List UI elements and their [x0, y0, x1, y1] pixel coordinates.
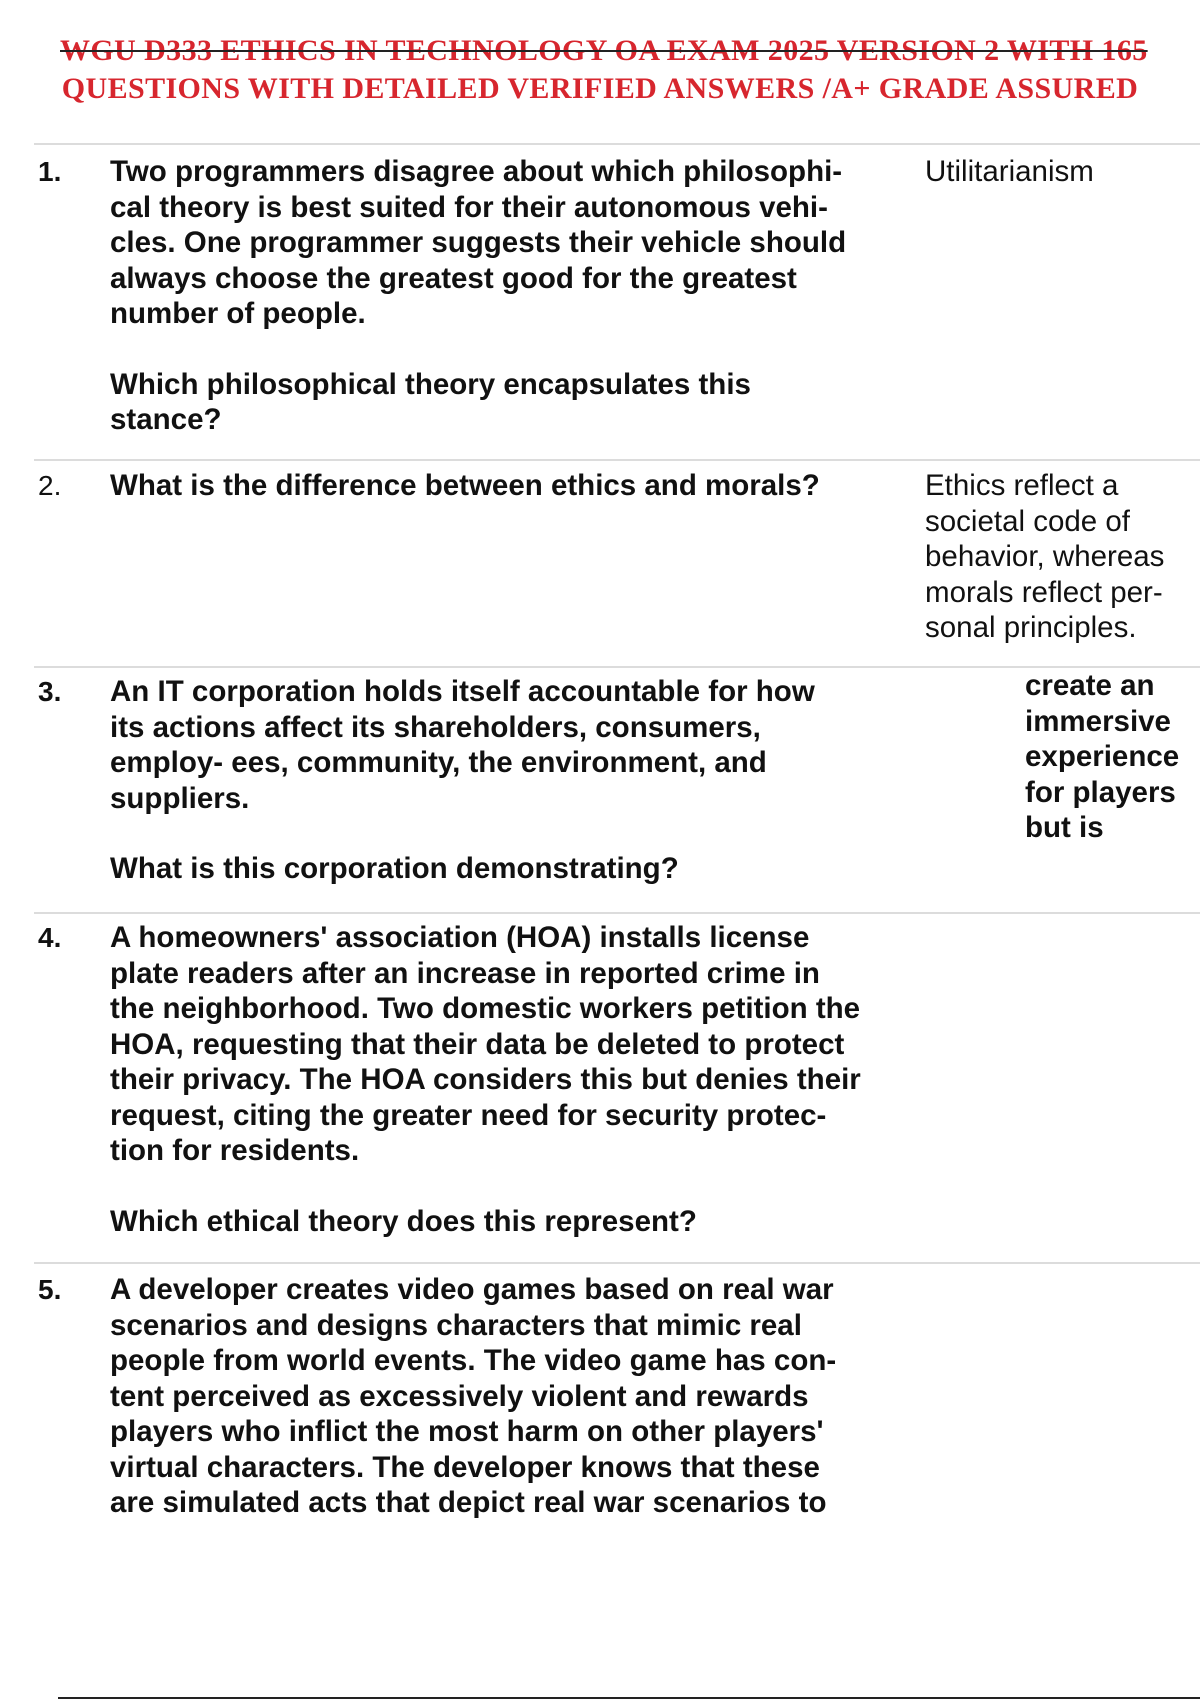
question-number: 3.	[38, 676, 62, 707]
question-line: An IT corporation holds itself accountable for how	[110, 675, 815, 708]
answer-line: societal code of	[925, 504, 1130, 538]
question-line: suppliers.	[110, 781, 250, 815]
question-line: What is the difference between ethics and morals?	[110, 469, 820, 502]
divider	[34, 912, 1200, 914]
question-line: tion for residents.	[110, 1134, 360, 1167]
question-text	[110, 920, 910, 1239]
question-line: scenarios and designs characters that mimic real	[110, 1308, 802, 1342]
answer-line: for players	[1025, 775, 1176, 809]
question-number: 4.	[38, 922, 62, 953]
question-line: are simulated acts that depict real war scenarios to	[110, 1486, 827, 1519]
answer-line: Ethics reflect a	[925, 469, 1119, 502]
question-prompt-line: What is this corporation demonstrating?	[110, 852, 679, 885]
question-line: tent perceived as excessively violent and rewards	[110, 1379, 809, 1413]
divider	[34, 459, 1200, 461]
document-title-line-1: WGU D333 ETHICS IN TECHNOLOGY OA EXAM 2025 VERSION 2 WITH 165	[60, 34, 1148, 67]
question-line: request, citing the greater need for security protec-	[110, 1098, 827, 1132]
question-text	[110, 1272, 910, 1521]
answer-text	[1025, 668, 1200, 846]
answer-line: but is	[1025, 811, 1104, 844]
question-number: 5.	[38, 1274, 62, 1305]
question-line: plate readers after an increase in reported crime in	[110, 956, 820, 990]
question-line: cles. One programmer suggests their vehicle should	[110, 226, 847, 259]
question-line: the neighborhood. Two domestic workers petition the	[110, 992, 861, 1025]
question-number: 1.	[38, 156, 62, 187]
answer-line: immersive	[1025, 704, 1171, 738]
answer-line: behavior, whereas	[925, 540, 1165, 573]
question-text	[110, 674, 910, 887]
question-line: its actions affect its shareholders, consumers,	[110, 710, 761, 744]
question-line: number of people.	[110, 297, 366, 330]
question-line: cal theory is best suited for their autonomous vehi-	[110, 190, 828, 224]
question-line: Two programmers disagree about which philosophi-	[110, 155, 843, 188]
divider	[34, 143, 1200, 145]
question-number: 2.	[38, 470, 62, 501]
question-line: HOA, requesting that their data be deleted to protect	[110, 1027, 845, 1061]
question-line: virtual characters. The developer knows that these	[110, 1450, 820, 1484]
answer-line: Utilitarianism	[925, 155, 1094, 188]
page-bottom-rule	[58, 1697, 1200, 1699]
question-line: their privacy. The HOA considers this but denies their	[110, 1063, 861, 1096]
answer-text	[925, 154, 1195, 190]
answer-line: experience	[1025, 740, 1180, 773]
answer-line: create an	[1025, 669, 1155, 702]
question-text	[110, 154, 910, 438]
question-line: A homeowners' association (HOA) installs license	[110, 921, 810, 954]
answer-line: morals reflect per-	[925, 575, 1163, 609]
answer-text	[925, 468, 1195, 646]
question-line: employ- ees, community, the environment, and	[110, 746, 767, 779]
answer-line: sonal principles.	[925, 611, 1137, 644]
question-line: people from world events. The video game has con-	[110, 1344, 837, 1377]
divider	[34, 1262, 1200, 1264]
question-prompt-line: stance?	[110, 403, 222, 436]
question-line: always choose the greatest good for the greatest	[110, 261, 797, 295]
question-prompt-line: Which ethical theory does this represent?	[110, 1204, 697, 1238]
question-prompt-line: Which philosophical theory encapsulates this	[110, 367, 751, 401]
question-text	[110, 468, 910, 504]
question-line: players who inflict the most harm on other players'	[110, 1415, 824, 1448]
question-line: A developer creates video games based on real war	[110, 1273, 834, 1306]
document-title-line-2: QUESTIONS WITH DETAILED VERIFIED ANSWERS /A+ GRADE ASSURED	[61, 72, 1139, 105]
